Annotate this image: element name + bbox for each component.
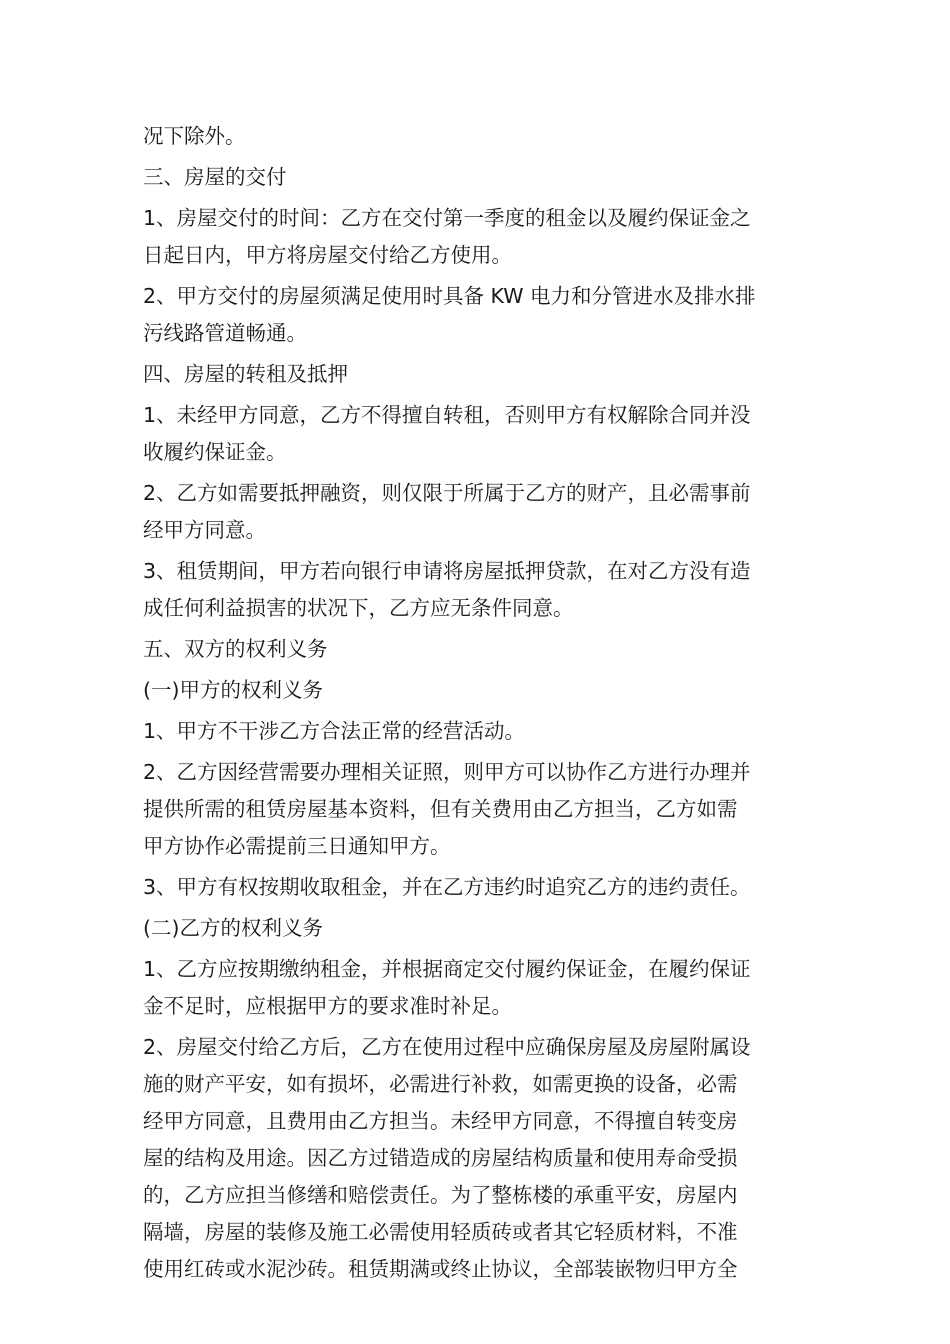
text-line: 隔墙，房屋的装修及施工必需使用轻质砖或者其它轻质材料，不准 [143,1220,738,1244]
text-line: 四、房屋的转租及抵押 [143,362,348,386]
text-line: 2、房屋交付给乙方后，乙方在使用过程中应确保房屋及房屋附属设 [143,1035,751,1059]
text-line: 提供所需的租赁房屋基本资料，但有关费用由乙方担当，乙方如需 [143,797,738,821]
text-line: 屋的结构及用途。因乙方过错造成的房屋结构质量和使用寿命受损 [143,1146,738,1170]
text-line: 1、甲方不干涉乙方合法正常的经营活动。 [143,719,526,743]
paragraph [143,159,808,196]
paragraph [143,869,808,906]
text-line: 3、甲方有权按期收取租金，并在乙方违约时追究乙方的违约责任。 [143,875,751,899]
paragraph [143,951,808,1025]
text-line: 成任何利益损害的状况下，乙方应无条件同意。 [143,596,574,620]
paragraph [143,631,808,668]
text-line: 2、甲方交付的房屋须满足使用时具备 KW 电力和分管进水及排水排 [143,284,756,308]
text-line: 1、未经甲方同意，乙方不得擅自转租，否则甲方有权解除合同并没 [143,403,751,427]
text-line: 污线路管道畅通。 [143,321,307,345]
paragraph [143,475,808,549]
text-line: 3、租赁期间，甲方若向银行申请将房屋抵押贷款，在对乙方没有造 [143,559,751,583]
paragraph [143,278,808,352]
text-line: 三、房屋的交付 [143,165,287,189]
paragraph [143,553,808,627]
text-line: 2、乙方如需要抵押融资，则仅限于所属于乙方的财产，且必需事前 [143,481,751,505]
paragraph [143,713,808,750]
text-line: 使用红砖或水泥沙砖。租赁期满或终止协议，全部装嵌物归甲方全 [143,1257,738,1281]
text-line: 1、房屋交付的时间：乙方在交付第一季度的租金以及履约保证金之 [143,206,751,230]
text-line: 收履约保证金。 [143,440,287,464]
paragraph [143,356,808,393]
text-line: 况下除外。 [143,124,246,148]
text-line: 经甲方同意。 [143,518,266,542]
text-line: 甲方协作必需提前三日通知甲方。 [143,834,451,858]
paragraph [143,397,808,471]
paragraph [143,118,808,155]
text-line: (一)甲方的权利义务 [143,678,323,702]
document-body [143,118,808,1292]
text-line: 的，乙方应担当修缮和赔偿责任。为了整栋楼的承重平安，房屋内 [143,1183,738,1207]
paragraph [143,672,808,709]
paragraph [143,910,808,947]
text-line: 1、乙方应按期缴纳租金，并根据商定交付履约保证金，在履约保证 [143,957,751,981]
text-line: 施的财产平安，如有损坏，必需进行补救，如需更换的设备，必需 [143,1072,738,1096]
text-line: 金不足时，应根据甲方的要求准时补足。 [143,994,512,1018]
paragraph [143,200,808,274]
text-line: 2、乙方因经营需要办理相关证照，则甲方可以协作乙方进行办理并 [143,760,751,784]
text-line: 日起日内，甲方将房屋交付给乙方使用。 [143,243,512,267]
text-line: 经甲方同意，且费用由乙方担当。未经甲方同意，不得擅自转变房 [143,1109,738,1133]
text-line: 五、双方的权利义务 [143,637,328,661]
paragraph [143,1029,808,1288]
text-line: (二)乙方的权利义务 [143,916,323,940]
paragraph [143,754,808,865]
